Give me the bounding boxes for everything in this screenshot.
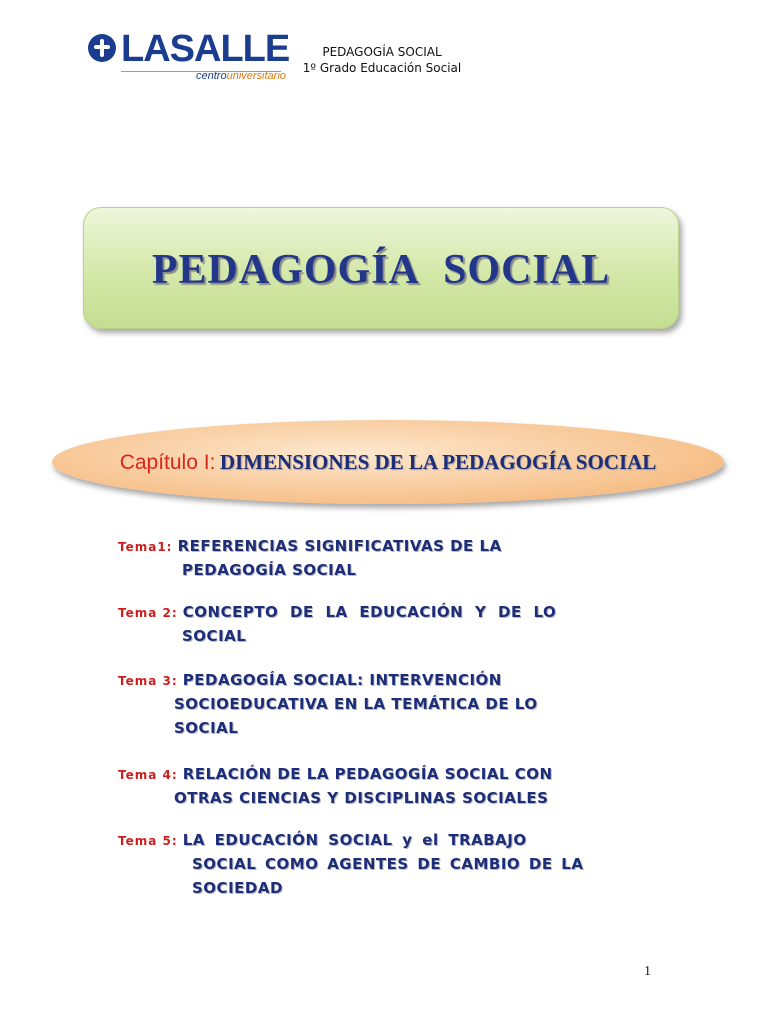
topic-title-cont: PEDAGOGÍA SOCIAL: [182, 561, 357, 579]
title-box: [83, 207, 679, 329]
cross-logo-icon: [88, 34, 116, 62]
chapter-banner: [52, 420, 724, 504]
topic-title-cont: SOCIAL: [174, 719, 239, 737]
topic-3: [118, 668, 652, 740]
topic-title-cont: SOCIEDAD: [192, 879, 283, 897]
chapter-heading: [52, 450, 724, 475]
topic-5: [118, 828, 652, 900]
topic-label: Tema1:: [118, 540, 173, 554]
topic-label: Tema 2:: [118, 606, 178, 620]
topic-title: CONCEPTO DE LA EDUCACIÓN Y DE LO: [182, 603, 557, 621]
topic-title: LA EDUCACIÓN SOCIAL y el TRABAJO: [182, 831, 527, 849]
chapter-label: Capítulo I:: [119, 451, 216, 474]
topic-label: Tema 4:: [118, 768, 178, 782]
page-number: 1: [644, 964, 651, 979]
topic-title: REFERENCIAS SIGNIFICATIVAS DE LA: [177, 537, 502, 555]
header-course: PEDAGOGÍA SOCIAL: [322, 45, 442, 59]
topic-title-cont: SOCIAL COMO AGENTES DE CAMBIO DE LA: [192, 855, 584, 873]
topic-title-cont: SOCIOEDUCATIVA EN LA TEMÁTICA DE LO: [174, 695, 538, 713]
topic-title: RELACIÓN DE LA PEDAGOGÍA SOCIAL CON: [182, 765, 553, 783]
page-title: PEDAGOGÍA SOCIAL: [151, 247, 611, 293]
document-header: [296, 44, 468, 76]
topic-title: PEDAGOGÍA SOCIAL: INTERVENCIÓN: [182, 671, 502, 689]
topic-4: [118, 762, 652, 810]
logo-wordmark: LASALLE: [121, 28, 290, 70]
header-degree: 1º Grado Educación Social: [302, 61, 462, 75]
topic-2: [118, 600, 652, 648]
topic-title-cont: SOCIAL: [182, 627, 247, 645]
lasalle-logo: [88, 30, 288, 90]
topic-1: [118, 534, 652, 582]
chapter-title: DIMENSIONES DE LA PEDAGOGÍA SOCIAL: [219, 450, 657, 474]
logo-subtitle: centrouniversitario: [196, 70, 286, 82]
topic-label: Tema 3:: [118, 674, 178, 688]
topic-label: Tema 5:: [118, 834, 178, 848]
topic-title-cont: OTRAS CIENCIAS Y DISCIPLINAS SOCIALES: [174, 789, 549, 807]
